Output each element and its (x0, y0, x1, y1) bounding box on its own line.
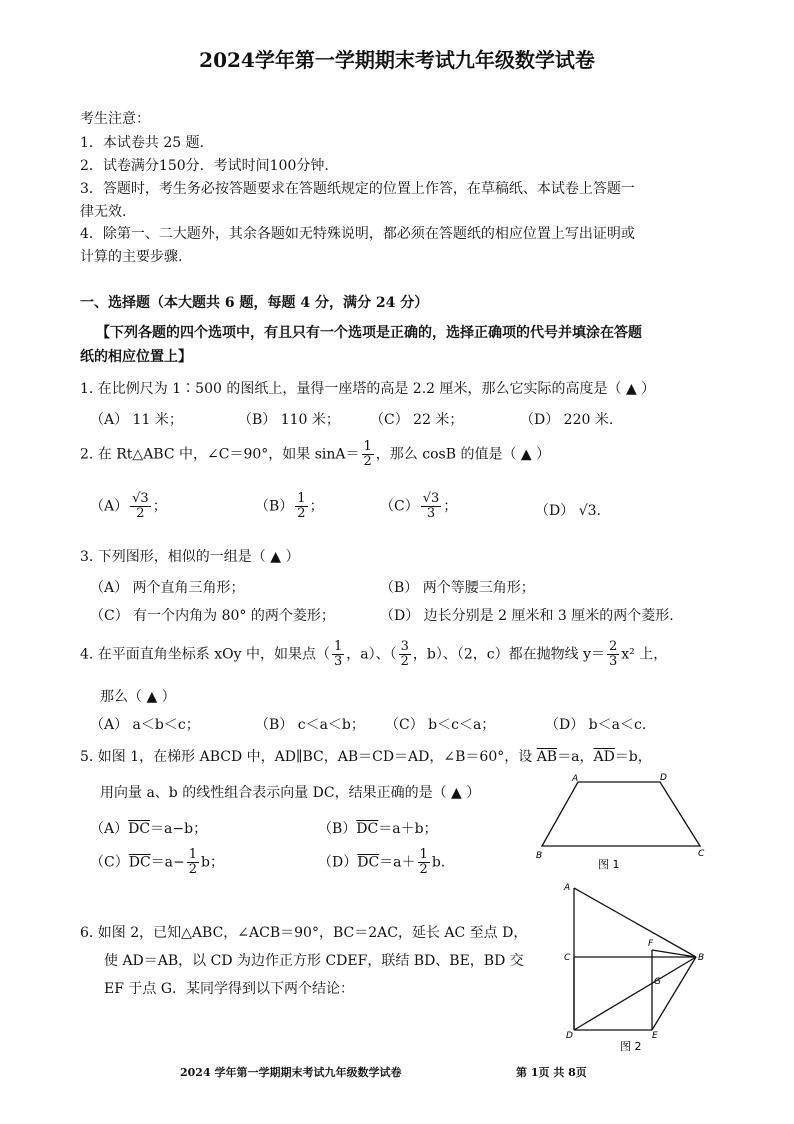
q2-option-a: （A） $\frac{√3}{2}$ ； (90, 491, 167, 521)
label-c: C (564, 953, 571, 963)
note-item: 律无效. (80, 204, 127, 220)
label-e: E (652, 1031, 658, 1041)
figure-2-caption: 图 2 (620, 1040, 642, 1053)
q6-stem: 6. 如图 2，已知△ABC，∠ACB＝90°，BC＝2AC，延长 AC 至点 D， (80, 925, 528, 941)
q5-option-a: $(A)\overline{DC}=a-b$； (90, 821, 208, 837)
figure-2 (560, 880, 710, 1055)
note-item: 4．除第一、二大题外，其余各题如无特殊说明，都必须在答题纸的相应位置上写出证明或 (80, 226, 635, 242)
q4-stem: 4. 在平面直角坐标系 xOy 中，如果点（ $\frac{1}{3}$ ，a）、（ $\frac{3}{2}$ ，b）、（2，c）都在抛物线 y＝ $\frac{2}{3}$ x² 上， (80, 639, 668, 669)
q2-option-c: （C） $\frac{√3}{3}$ ； (380, 491, 458, 521)
q5-option-d: $(D)\overline{DC}=a+$ $\frac{1}{2}$ b. (318, 847, 446, 877)
q1-option-a: （A） 11 米； (90, 412, 183, 428)
q2-option-d: （D） √3. (535, 503, 601, 519)
q1-option-b: （B） 110 米； (238, 412, 340, 428)
fraction: $\frac{1}{2}$ (363, 439, 372, 469)
q6-stem-cont: EF 于点 G．某同学得到以下两个结论： (104, 981, 355, 997)
page-title: 2024学年第一学期期末考试九年级数学试卷 (199, 48, 595, 72)
label-g: G (654, 977, 661, 987)
q1-stem: 1. 在比例尺为 1∶500 的图纸上，量得一座塔的高是 2.2 厘米，那么它实际的高度是（ ▲ ） (80, 381, 656, 397)
q5-stem-cont: 用向量 a、b 的线性组合表示向量 DC，结果正确的是（ ▲ ） (100, 785, 481, 801)
label-c: C (698, 849, 705, 859)
label-d: D (566, 1031, 573, 1041)
label-b: B (536, 851, 543, 861)
note-item: 3．答题时，考生务必按答题要求在答题纸规定的位置上作答，在草稿纸、本试卷上答题一 (80, 181, 635, 197)
label-a: A (572, 774, 579, 784)
note-item: 2．试卷满分150分．考试时间100分钟. (80, 158, 329, 174)
section-instruction: 【下列各题的四个选项中，有且只有一个选项是正确的，选择正确项的代号并填涂在答题 (96, 325, 642, 341)
section-heading: 一、选择题（本大题共 6 题，每题 4 分，满分 24 分） (80, 295, 429, 311)
q4-option-b: （B） c＜a＜b； (255, 717, 365, 733)
q3-option-a: （A） 两个直角三角形； (90, 580, 245, 596)
label-b: B (698, 953, 705, 963)
q4-option-c: （C） b＜c＜a； (385, 717, 496, 733)
label-f: F (648, 939, 654, 949)
section-instruction: 纸的相应位置上】 (80, 349, 192, 365)
figure-1-caption: 图 1 (598, 858, 620, 871)
q5-option-b: $(B)\overline{DC}=a+b$； (318, 821, 438, 837)
q3-option-c: （C） 有一个内角为 80° 的两个菱形； (90, 608, 335, 624)
label-d: D (660, 773, 667, 783)
footer-page: 第 1页 共 8页 (516, 1066, 587, 1079)
q5-stem: 5. 如图 1，在梯形 ABCD 中，AD∥BC，AB＝CD＝AD，∠B＝60°，设 $\overline{AB}=a$，$\overline{AD}=b$， (80, 749, 652, 765)
note-item: 1．本试卷共 25 题. (80, 135, 205, 151)
q1-option-c: （C） 22 米； (370, 412, 464, 428)
q2-stem-text: 2. 在 Rt△ABC 中，∠C＝90°，如果 sinA＝ (80, 446, 360, 463)
q2-stem-text: ，那么 cosB 的值是（ ▲ ） (375, 446, 551, 463)
q4-stem-cont: 那么（ ▲ ） (100, 689, 176, 705)
q4-option-a: （A） a＜b＜c； (90, 717, 200, 733)
q5-option-c: $(C)\overline{DC}=a-$ $\frac{1}{2}$ b； (90, 847, 224, 877)
note-item: 计算的主要步骤. (80, 249, 183, 265)
q6-stem-cont: 使 AD＝AB，以 CD 为边作正方形 CDEF，联结 BD、BE，BD 交 (104, 953, 524, 969)
q1-option-d: （D） 220 米. (520, 412, 614, 428)
notes-heading: 考生注意： (80, 111, 150, 127)
q3-option-d: （D） 边长分别是 2 厘米和 3 厘米的两个菱形. (380, 608, 674, 624)
q2-stem (80, 440, 550, 469)
label-a: A (564, 883, 571, 893)
q2-option-b: （B） $\frac{1}{2}$ ； (255, 491, 324, 521)
q4-option-d: （D） b＜a＜c. (545, 717, 647, 733)
trapezoid-abcd (542, 782, 700, 846)
q3-stem: 3. 下列图形，相似的一组是（ ▲ ） (80, 549, 300, 565)
figure-1 (530, 770, 710, 875)
footer-title: 2024 学年第一学期期末考试九年级数学试卷 (180, 1066, 402, 1079)
q3-option-b: （B） 两个等腰三角形； (380, 580, 535, 596)
